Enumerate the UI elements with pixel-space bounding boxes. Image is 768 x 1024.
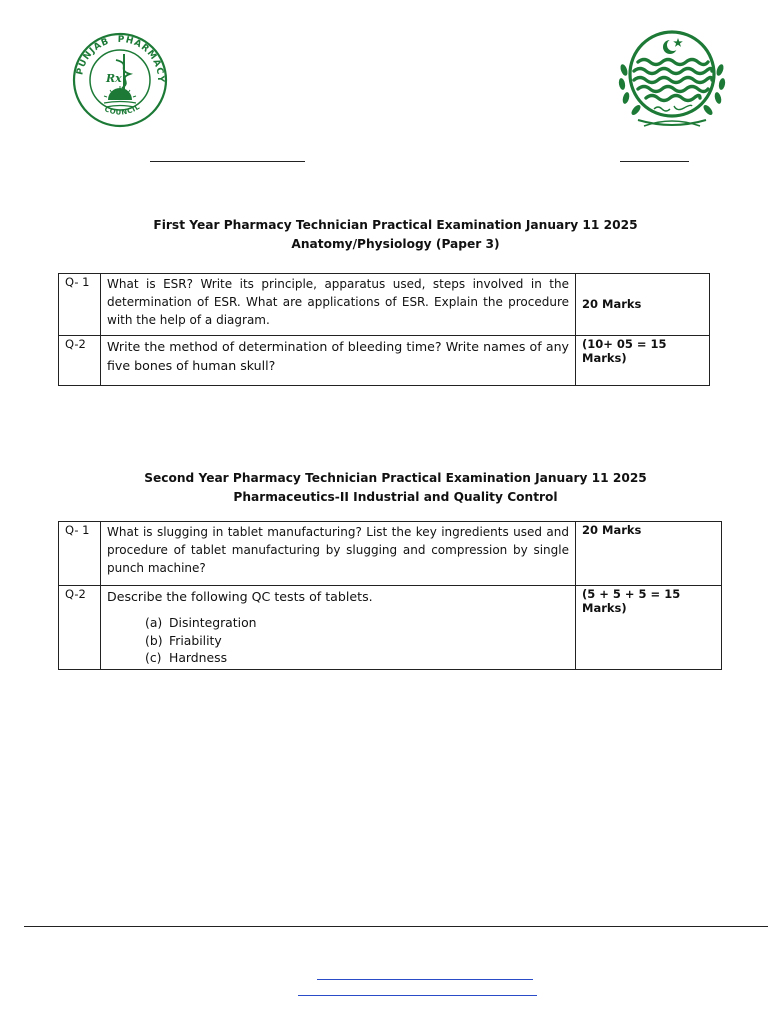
table-row xyxy=(59,586,722,670)
subpart-list xyxy=(145,614,569,667)
question-marks: 20 Marks xyxy=(576,274,710,336)
section1-heading xyxy=(0,216,768,253)
subpart-letter: (a) xyxy=(145,615,163,630)
subpart-text: Friability xyxy=(169,632,222,648)
list-item xyxy=(145,614,569,632)
subpart-letter: (b) xyxy=(145,632,163,648)
list-item xyxy=(145,632,569,650)
question-number: Q- 1 xyxy=(59,522,101,586)
table-row xyxy=(59,274,710,336)
punjab-pharmacy-council-logo xyxy=(66,30,174,130)
question-text-cell xyxy=(101,586,576,670)
question-text: Write the method of determination of bleeding time? Write names of any five bones of human skull? xyxy=(101,336,576,386)
seal-text-punjab: PUNJAB xyxy=(75,36,111,76)
section2-question-table xyxy=(58,521,722,670)
question-number: Q-2 xyxy=(59,336,101,386)
seal-text-pharmacy: PHARMACY xyxy=(117,34,166,84)
footer-divider xyxy=(24,926,768,927)
section2-title: Second Year Pharmacy Technician Practical Examination January 11 2025 xyxy=(144,471,647,485)
seal-text-council: COUNCIL xyxy=(103,102,142,117)
question-number: Q- 1 xyxy=(59,274,101,336)
blank-line-left xyxy=(150,161,305,162)
list-item xyxy=(145,649,569,667)
subpart-letter: (c) xyxy=(145,650,162,665)
section2-heading xyxy=(0,469,768,506)
section1-title: First Year Pharmacy Technician Practical Examination January 11 2025 xyxy=(153,218,638,232)
section1-question-table xyxy=(58,273,710,386)
footer-link-line[interactable] xyxy=(317,979,533,980)
question-marks: (5 + 5 + 5 = 15 Marks) xyxy=(576,586,722,670)
question-text: What is ESR? Write its principle, apparatus used, steps involved in the determination of ESR. What are applications of ESR. Explain the procedure with the help of a diagram. xyxy=(101,274,576,336)
table-row xyxy=(59,522,722,586)
blank-line-right xyxy=(620,161,689,162)
question-marks: (10+ 05 = 15 Marks) xyxy=(576,336,710,386)
subpart-text: Disintegration xyxy=(169,615,257,630)
section2-subtitle: Pharmaceutics-II Industrial and Quality Control xyxy=(233,489,558,504)
table-row xyxy=(59,336,710,386)
punjab-government-emblem-icon xyxy=(614,30,734,132)
question-number: Q-2 xyxy=(59,586,101,670)
footer-link-line[interactable] xyxy=(298,995,537,996)
pharmacy-council-seal-icon xyxy=(66,30,174,130)
question-text: What is slugging in tablet manufacturing? List the key ingredients used and procedure of tablet manufacturing by slugging and compression by single punch machine? xyxy=(101,522,576,586)
question-marks: 20 Marks xyxy=(576,522,722,586)
section1-subtitle: Anatomy/Physiology (Paper 3) xyxy=(291,236,500,251)
question-text: Describe the following QC tests of tablets. xyxy=(107,589,373,604)
government-of-punjab-logo xyxy=(614,30,734,132)
svg-text:COUNCIL xyxy=(103,103,141,117)
subpart-text: Hardness xyxy=(169,650,228,665)
seal-rx: Rx xyxy=(106,72,122,85)
